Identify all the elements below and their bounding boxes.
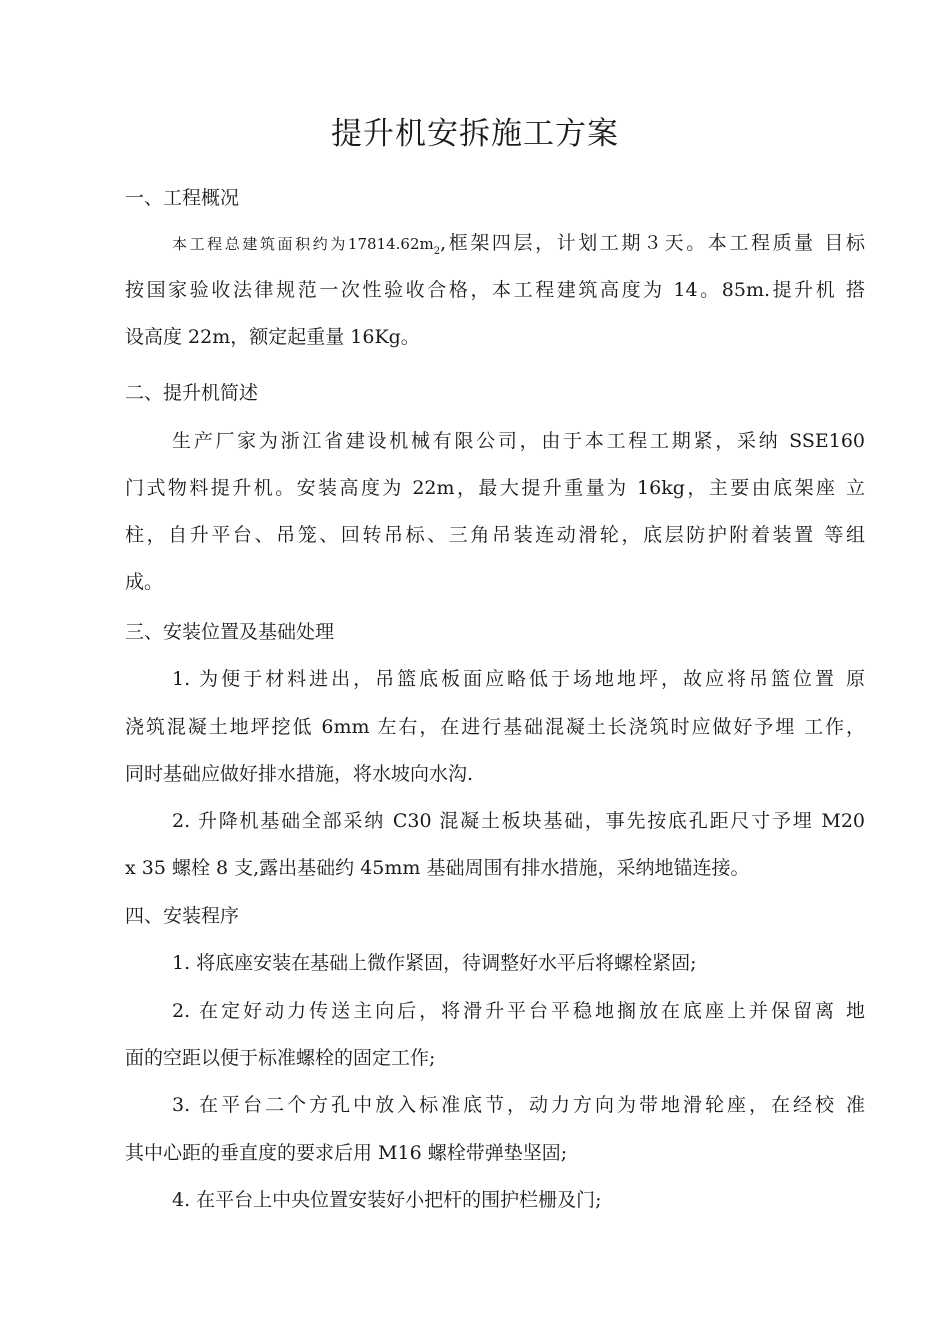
paragraph-line: 成。 <box>125 571 164 593</box>
paragraph-line: 其中心距的垂直度的要求后用 M16 螺栓带弹垫坚固; <box>125 1142 568 1164</box>
paragraph-line: 同时基础应做好排水措施，将水坡向水沟. <box>125 763 474 785</box>
paragraph-line: 2. 升降机基础全部采纳 C30 混凝土板块基础，事先按底孔距尺寸予埋 M20 <box>172 810 865 832</box>
paragraph-line: 设高度 22m，额定起重量 16Kg。 <box>125 326 420 348</box>
section-heading-overview: 一、工程概况 <box>125 187 240 209</box>
section-heading-installation-procedure: 四、安装程序 <box>125 905 240 927</box>
paragraph-line: 2. 在定好动力传送主向后，将滑升平台平稳地搁放在底座上并保留离 地 <box>172 1000 865 1022</box>
page-title: 提升机安拆施工方案 <box>331 116 619 152</box>
paragraph-line: 面的空距以便于标准螺栓的固定工作; <box>125 1047 436 1069</box>
paragraph-line: 按国家验收法律规范一次性验收合格，本工程建筑高度为 14。85m.提升机 搭 <box>125 279 865 301</box>
paragraph-line: 1. 将底座安装在基础上微作紧固，待调整好水平后将螺栓紧固; <box>172 952 697 974</box>
paragraph-line: 浇筑混凝土地坪挖低 6mm 左右，在进行基础混凝土长浇筑时应做好予埋 工作， <box>125 716 865 738</box>
paragraph-line: 3. 在平台二个方孔中放入标准底节，动力方向为带地滑轮座，在经校 准 <box>172 1094 865 1116</box>
paragraph-line: x 35 螺栓 8 支,露出基础约 45mm 基础周围有排水措施，采纳地锚连接。 <box>125 857 750 879</box>
section-heading-hoist-description: 二、提升机简述 <box>125 382 259 404</box>
section-heading-foundation: 三、安装位置及基础处理 <box>125 621 335 643</box>
paragraph-line: 门式物料提升机。安装高度为 22m，最大提升重量为 16kg，主要由底架座 立 <box>125 477 865 499</box>
paragraph-line: 4. 在平台上中央位置安装好小把杆的围护栏栅及门; <box>172 1189 602 1211</box>
paragraph-line: 1. 为便于材料进出，吊篮底板面应略低于场地地坪，故应将吊篮位置 原 <box>172 668 865 690</box>
paragraph-line: 柱，自升平台、吊笼、回转吊标、三角吊装连动滑轮，底层防护附着装置 等组 <box>125 524 865 546</box>
paragraph-line: 生产厂家为浙江省建设机械有限公司，由于本工程工期紧，采纳 SSE160 <box>172 430 865 452</box>
paragraph-line: 本工程总建筑面积约为$17814.62m_2$,框架四层，计划工期３天。本工程质量 目标 <box>172 232 865 257</box>
